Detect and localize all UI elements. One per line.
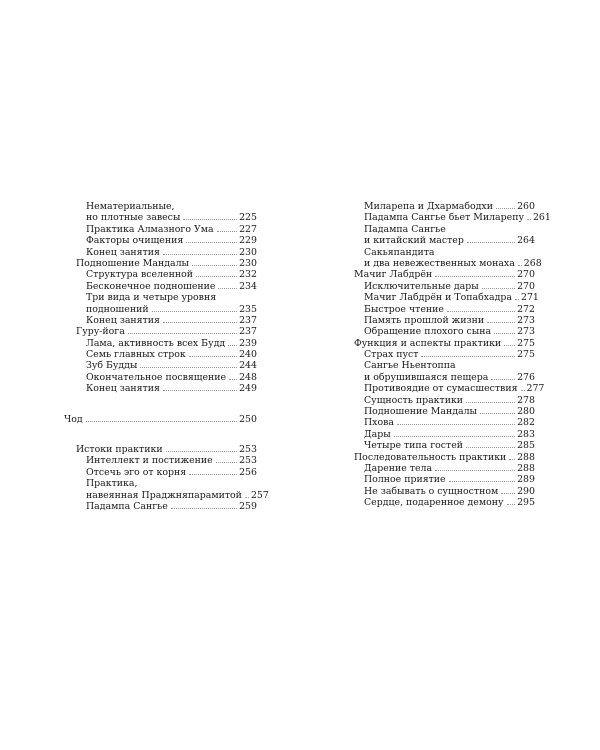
toc-entry-title: Миларепа и Дхармабодхи	[364, 201, 493, 212]
toc-entry	[64, 383, 257, 394]
dot-leader	[496, 208, 515, 209]
toc-entry-title: Гуру-йога	[76, 326, 125, 338]
dot-leader	[229, 379, 237, 380]
toc-entry	[342, 463, 535, 474]
toc-entry-title: Мачиг Лабдрён	[354, 269, 433, 281]
toc-entry	[342, 440, 535, 451]
toc-entry	[342, 257, 542, 269]
toc-entry	[342, 224, 535, 235]
toc-entry	[64, 224, 257, 235]
dot-leader	[186, 242, 237, 243]
dot-leader	[487, 322, 515, 323]
toc-entry-title: Последовательность практики	[354, 451, 507, 463]
dot-leader	[435, 470, 515, 471]
toc-entry-title: и два невежественных монаха	[364, 257, 515, 269]
toc-entry	[342, 383, 545, 395]
toc-entry-title: Падампа Сангье	[86, 500, 168, 512]
toc-entry-page-number: 249	[239, 383, 257, 395]
toc-entry-page-number: 280	[517, 406, 535, 418]
toc-entry	[342, 486, 535, 497]
toc-entry-title: Четыре типа гостей	[364, 440, 464, 452]
toc-entry-page-number: 235	[239, 303, 257, 315]
toc-entry-title: и обрушившаяся пещера	[364, 371, 489, 383]
toc-entry	[342, 212, 551, 224]
dot-leader	[152, 311, 238, 312]
toc-entry-page-number: 285	[517, 440, 535, 452]
toc-entry-title: Быстрое чтение	[364, 303, 444, 315]
toc-entry-title: Подношение Мандалы	[364, 406, 477, 418]
toc-entry-page-number: 239	[239, 337, 257, 349]
toc-entry-title: Функция и аспекты практики	[354, 337, 502, 349]
dot-leader	[163, 390, 237, 391]
toc-entry-page-number: 273	[517, 326, 535, 338]
dot-leader	[449, 481, 516, 482]
toc-entry-page-number: 283	[517, 428, 535, 440]
toc-entry-title: навеянная Праджняпарамитой	[86, 489, 242, 501]
dot-leader	[491, 379, 515, 380]
toc-entry	[64, 315, 257, 326]
toc-entry	[64, 478, 257, 489]
toc-entry-page-number: 273	[517, 314, 535, 326]
toc-entry	[64, 501, 257, 512]
dot-leader	[192, 265, 237, 266]
toc-entry-page-number: 229	[239, 235, 257, 247]
toc-entry	[64, 292, 257, 303]
toc-entry-page-number: 230	[239, 257, 257, 269]
toc-entry-page-number: 289	[517, 474, 535, 486]
toc-entry	[342, 326, 535, 337]
toc-entry-page-number: 230	[239, 246, 257, 258]
dot-leader	[86, 421, 237, 422]
toc-entry-title: Подношение Мандалы	[76, 257, 189, 269]
dot-leader	[507, 504, 516, 505]
toc-entry-page-number: 277	[526, 383, 545, 395]
toc-entry	[342, 497, 535, 508]
toc-right-column	[342, 201, 551, 509]
toc-entry-page-number: 244	[239, 360, 257, 372]
dot-leader	[447, 311, 515, 312]
toc-entry-title: Истоки практики	[76, 444, 163, 456]
toc-entry-title: Чод	[64, 413, 83, 425]
dot-leader	[501, 493, 515, 494]
toc-entry-title: подношений	[86, 303, 149, 315]
toc-entry-page-number: 288	[517, 451, 535, 463]
toc-entry-page-number: 264	[517, 235, 535, 247]
toc-entry	[342, 292, 539, 304]
toc-entry-title: Бесконечное подношение	[86, 280, 216, 292]
dot-leader	[480, 413, 515, 414]
dot-leader	[509, 459, 515, 460]
dot-leader	[435, 276, 515, 277]
toc-entry-page-number: 260	[517, 201, 535, 212]
toc-entry	[342, 360, 535, 371]
toc-entry-title: Отсечь эго от корня	[86, 466, 187, 478]
toc-entry-title: Зуб Будды	[86, 360, 138, 372]
dot-leader	[183, 219, 237, 220]
toc-entry	[64, 212, 257, 223]
toc-entry	[342, 315, 535, 326]
toc-entry	[64, 338, 257, 349]
dot-leader	[128, 333, 237, 334]
toc-entry	[342, 429, 535, 440]
toc-entry	[64, 455, 257, 466]
dot-leader	[466, 402, 515, 403]
toc-entry	[342, 372, 535, 383]
toc-entry-page-number: 290	[517, 485, 535, 497]
dot-leader	[140, 367, 237, 368]
dot-leader	[421, 356, 515, 357]
dot-leader	[171, 508, 237, 509]
toc-entry-page-number: 234	[239, 280, 257, 292]
toc-entry	[342, 417, 535, 428]
toc-entry-page-number: 256	[239, 466, 257, 478]
toc-entry-title: Не забывать о сущностном	[364, 485, 499, 497]
dot-leader	[518, 265, 522, 266]
toc-entry-page-number: 275	[517, 337, 535, 349]
dot-leader	[515, 299, 519, 300]
toc-entry-title: Пхова	[364, 417, 394, 429]
toc-entry	[64, 467, 257, 478]
toc-entry	[342, 338, 535, 349]
toc-entry	[64, 372, 257, 383]
dot-leader	[397, 424, 515, 425]
dot-leader	[394, 436, 515, 437]
dot-leader	[217, 231, 237, 232]
toc-entry-page-number: 271	[520, 292, 539, 304]
toc-entry	[342, 304, 535, 315]
toc-entry-page-number: 276	[517, 371, 535, 383]
toc-entry-page-number: 282	[517, 417, 535, 429]
toc-entry	[64, 281, 257, 292]
dot-leader	[482, 288, 515, 289]
toc-entry-title: Исключительные дары	[364, 280, 479, 292]
toc-entry-title: Падампа Сангье	[364, 223, 446, 235]
toc-entry-title: Полное приятие	[364, 474, 446, 486]
toc-entry-page-number: 237	[239, 326, 257, 338]
dot-leader	[467, 242, 515, 243]
toc-entry-page-number: 237	[239, 314, 257, 326]
toc-entry	[64, 326, 257, 337]
toc-entry	[342, 281, 535, 292]
toc-entry	[64, 269, 257, 280]
toc-entry-title: Память прошлой жизни	[364, 314, 485, 326]
toc-entry-title: Противоядие от сумасшествия	[364, 383, 518, 395]
toc-entry-title: Факторы очищения	[86, 235, 184, 247]
toc-entry-title: Дары	[364, 428, 391, 440]
toc-entry-title: Интеллект и постижение	[86, 455, 213, 467]
dot-leader	[189, 356, 237, 357]
dot-leader	[166, 451, 238, 452]
toc-entry-page-number: 270	[517, 280, 535, 292]
toc-entry	[342, 201, 535, 212]
toc-entry-title: Сакьяпандита	[364, 246, 435, 258]
toc-entry-page-number: 270	[517, 269, 535, 281]
toc-entry-title: Сангье Ньентоппа	[364, 360, 456, 372]
toc-entry-page-number: 257	[250, 489, 269, 501]
toc-entry-title: Конец занятия	[86, 314, 160, 326]
toc-entry-title: Структура вселенной	[86, 269, 193, 281]
toc-entry-title: Сущность практики	[364, 394, 464, 406]
toc-entry-page-number: 272	[517, 303, 535, 315]
toc-entry-page-number: 288	[517, 462, 535, 474]
toc-entry-title: Конец занятия	[86, 383, 160, 395]
toc-entry	[342, 349, 535, 360]
toc-entry	[64, 414, 257, 425]
toc-entry-title: Падампа Сангье бьет Миларепу	[364, 212, 524, 224]
toc-entry	[342, 235, 535, 246]
dot-leader	[494, 333, 515, 334]
toc-entry-title: Семь главных строк	[86, 349, 186, 361]
toc-entry-title: Конец занятия	[86, 246, 160, 258]
toc-entry	[64, 489, 269, 501]
dot-leader	[218, 288, 237, 289]
toc-entry-title: Лама, активность всех Будд	[86, 337, 226, 349]
toc-entry-title: Три вида и четыре уровня	[86, 292, 217, 304]
toc-entry-page-number: 225	[239, 212, 257, 224]
toc-left-column	[64, 201, 269, 512]
toc-entry-title: но плотные завесы	[86, 212, 181, 224]
toc-entry	[342, 474, 535, 485]
toc-entry-title: Страх пуст	[364, 349, 419, 361]
dot-leader	[196, 276, 237, 277]
toc-entry-title: Практика Алмазного Ума	[86, 223, 214, 235]
toc-entry-page-number: 232	[239, 269, 257, 281]
toc-entry-page-number: 259	[239, 500, 257, 512]
toc-entry-title: Нематериальные,	[86, 201, 175, 212]
toc-entry-page-number: 253	[239, 444, 257, 456]
toc-entry-page-number: 261	[532, 212, 551, 224]
dot-leader	[504, 345, 515, 346]
dot-leader	[466, 447, 515, 448]
toc-entry	[64, 444, 257, 455]
dot-leader	[189, 474, 237, 475]
toc-entry	[64, 201, 257, 212]
toc-entry	[64, 247, 257, 258]
dot-leader	[245, 497, 249, 498]
toc-entry	[342, 247, 535, 258]
toc-entry-title: и китайский мастер	[364, 235, 464, 247]
toc-entry-title: Дарение тела	[364, 462, 433, 474]
toc-entry-page-number: 227	[239, 223, 257, 235]
toc-entry	[64, 360, 257, 371]
toc-entry-title: Практика,	[86, 478, 138, 490]
toc-entry-page-number: 240	[239, 349, 257, 361]
toc-entry-title: Сердце, подаренное демону	[364, 497, 504, 509]
dot-leader	[163, 322, 237, 323]
toc-entry	[342, 269, 535, 280]
dot-leader	[216, 462, 237, 463]
toc-entry-page-number: 268	[523, 257, 542, 269]
toc-entry-page-number: 250	[239, 413, 257, 425]
toc-entry-title: Окончательное посвящение	[86, 371, 227, 383]
toc-entry-page-number: 253	[239, 455, 257, 467]
toc-entry	[64, 258, 257, 269]
toc-entry-page-number: 278	[517, 394, 535, 406]
dot-leader	[163, 254, 237, 255]
dot-leader	[521, 390, 525, 391]
toc-entry-page-number: 295	[517, 497, 535, 509]
toc-entry-title: Мачиг Лабдрён и Топабхадра	[364, 292, 512, 304]
toc-entry	[64, 349, 257, 360]
toc-entry	[64, 235, 257, 246]
toc-entry-title: Обращение плохого сына	[364, 326, 492, 338]
toc-entry	[342, 395, 535, 406]
toc-entry-page-number: 275	[517, 349, 535, 361]
dot-leader	[228, 345, 237, 346]
dot-leader	[527, 219, 531, 220]
toc-entry	[64, 304, 257, 315]
toc-entry-page-number: 248	[239, 371, 257, 383]
toc-entry	[342, 406, 535, 417]
toc-entry	[342, 452, 535, 463]
